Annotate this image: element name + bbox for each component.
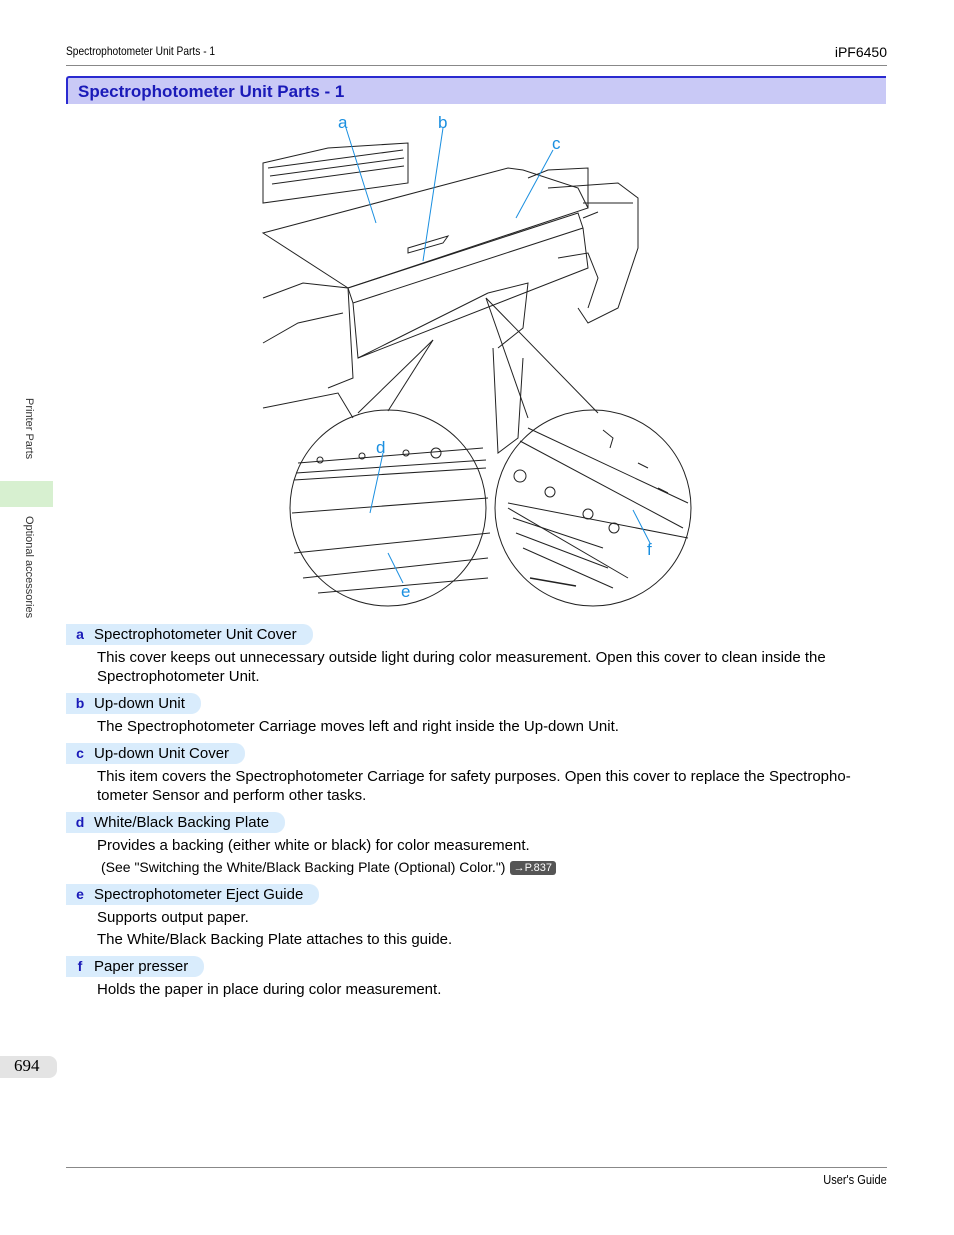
item-heading-c bbox=[66, 743, 245, 764]
item-letter: c bbox=[76, 745, 84, 761]
description-line: Spectrophotometer Unit. bbox=[97, 668, 260, 685]
callout-f: f bbox=[647, 540, 652, 559]
description-line: This cover keeps out unnecessary outside light during color measurement. Open this cover to clean inside the bbox=[97, 649, 826, 666]
item-letter: e bbox=[76, 886, 84, 902]
description-line: Provides a backing (either white or black) for color measurement. bbox=[97, 837, 530, 854]
page-number: 694 bbox=[14, 1056, 40, 1075]
spectrophotometer-illustration bbox=[258, 108, 698, 613]
item-title: White/Black Backing Plate bbox=[94, 814, 270, 831]
running-header-title: Spectrophotometer Unit Parts - 1 bbox=[66, 44, 216, 58]
description-line: The Spectrophotometer Carriage moves left and right inside the Up-down Unit. bbox=[97, 718, 619, 735]
item-title: Paper presser bbox=[94, 958, 189, 975]
item-description-a bbox=[97, 648, 887, 686]
description-line: This item covers the Spectrophotometer Carriage for safety purposes. Open this cover to replace the Spectropho- bbox=[97, 768, 851, 785]
side-tab-chapter: Printer Parts bbox=[23, 398, 35, 460]
page-reference-link[interactable]: →P.837 bbox=[510, 861, 556, 875]
side-tab-section: Optional accessories bbox=[23, 516, 35, 619]
item-description-e bbox=[97, 908, 887, 949]
item-description-d bbox=[97, 836, 887, 877]
description-line: Holds the paper in place during color measurement. bbox=[97, 981, 442, 998]
page-number-tab bbox=[0, 1056, 57, 1078]
item-letter: d bbox=[75, 814, 85, 830]
item-heading-a bbox=[66, 624, 313, 645]
description-line: tometer Sensor and perform other tasks. bbox=[97, 787, 367, 804]
item-letter: a bbox=[76, 626, 84, 642]
running-header-model: iPF6450 bbox=[834, 44, 887, 60]
footer-rule bbox=[66, 1167, 887, 1168]
item-heading-b bbox=[66, 693, 201, 714]
section-title-bar bbox=[66, 76, 886, 104]
section-title: Spectrophotometer Unit Parts - 1 bbox=[78, 82, 345, 101]
description-line: Supports output paper. bbox=[97, 909, 249, 926]
callout-a: a bbox=[338, 113, 348, 132]
item-heading-f bbox=[66, 956, 204, 977]
side-tab-marker bbox=[0, 481, 53, 507]
item-description-f bbox=[97, 980, 887, 999]
callout-d: d bbox=[376, 438, 386, 457]
item-description-b bbox=[97, 717, 887, 736]
item-heading-e bbox=[66, 884, 319, 905]
description-line: The White/Black Backing Plate attaches to this guide. bbox=[97, 931, 453, 948]
callout-b: b bbox=[438, 113, 448, 132]
item-description-c bbox=[97, 767, 887, 805]
footer-guide-title: User's Guide bbox=[823, 1172, 887, 1187]
item-title: Up-down Unit Cover bbox=[94, 745, 230, 762]
item-letter: f bbox=[77, 958, 83, 974]
item-letter: b bbox=[75, 695, 85, 711]
item-heading-d bbox=[66, 812, 285, 833]
header-rule bbox=[66, 65, 887, 66]
item-title: Spectrophotometer Eject Guide bbox=[94, 886, 304, 903]
see-reference-text: (See "Switching the White/Black Backing Plate (Optional) Color.") bbox=[101, 859, 506, 875]
item-title: Up-down Unit bbox=[94, 695, 185, 712]
item-title: Spectrophotometer Unit Cover bbox=[94, 626, 297, 643]
callout-e: e bbox=[401, 582, 411, 601]
callout-c: c bbox=[552, 134, 561, 153]
